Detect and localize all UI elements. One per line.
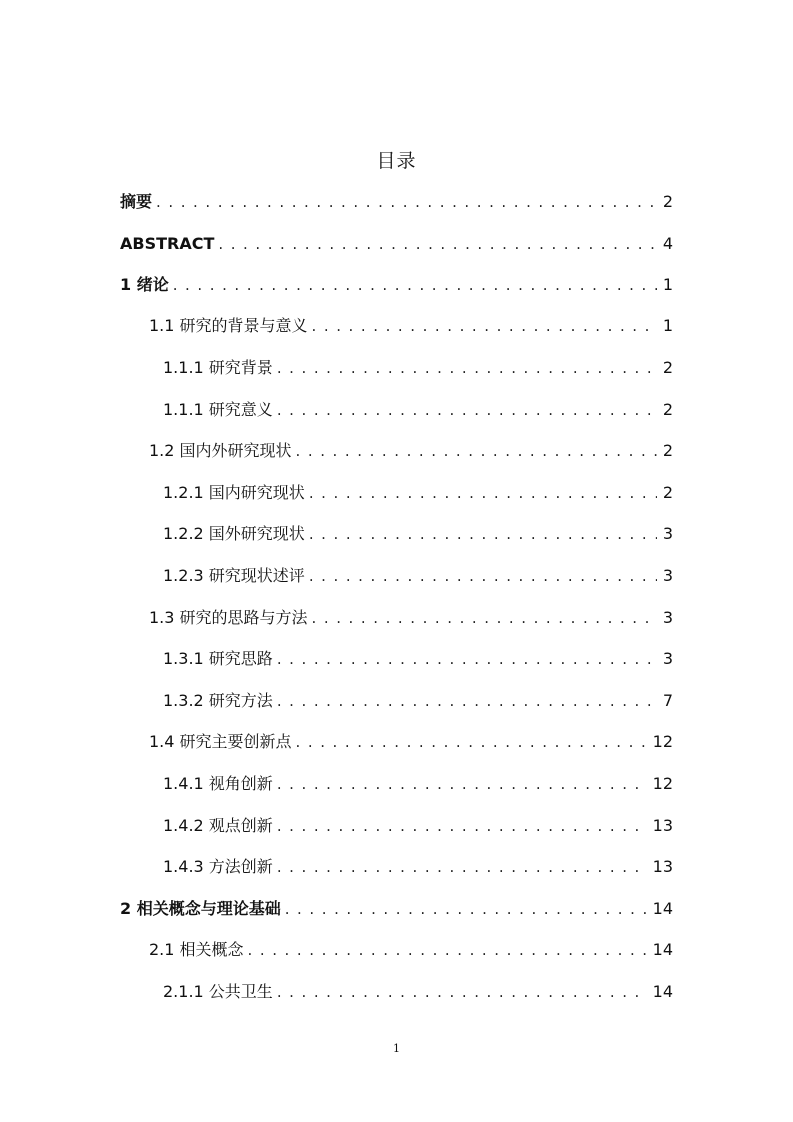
- toc-entry-page: 2: [662, 441, 673, 460]
- dot-leader: [277, 400, 657, 420]
- toc-entry-page: 13: [652, 816, 673, 835]
- toc-entry-label: 1.3 研究的思路与方法: [149, 608, 308, 627]
- toc-entry-label: 1.1.1 研究意义: [163, 400, 273, 419]
- toc-entry-label: 2.1.1 公共卫生: [163, 982, 273, 1001]
- toc-entry[interactable]: [163, 847, 673, 877]
- toc-entry-label: 1.2.1 国内研究现状: [163, 483, 305, 502]
- toc-entry[interactable]: [149, 306, 673, 336]
- toc-entry-page: 2: [662, 483, 673, 502]
- dot-leader: [218, 234, 656, 254]
- toc-entry-page: 2: [662, 358, 673, 377]
- toc-entry[interactable]: [120, 265, 673, 295]
- toc-title: 目录: [376, 150, 417, 172]
- toc-entry-label: ABSTRACT: [120, 234, 215, 253]
- toc-entry-label: 1.4.1 视角创新: [163, 774, 273, 793]
- dot-leader: [309, 524, 657, 544]
- dot-leader: [296, 441, 657, 461]
- toc-entry[interactable]: [163, 681, 673, 711]
- toc-entry-label: 摘要: [120, 192, 153, 211]
- toc-entry-label: 1.2 国内外研究现状: [149, 441, 292, 460]
- toc-entry[interactable]: [149, 930, 673, 960]
- toc-entry-page: 2: [662, 192, 673, 211]
- toc-entry-page: 4: [662, 234, 673, 253]
- dot-leader: [248, 940, 647, 960]
- toc-entry[interactable]: [163, 639, 673, 669]
- toc-entry[interactable]: [120, 182, 673, 212]
- toc-entry[interactable]: [163, 390, 673, 420]
- toc-entry[interactable]: [163, 764, 673, 794]
- toc-entry-page: 14: [652, 899, 673, 918]
- dot-leader: [312, 316, 657, 336]
- toc-entry-label: 1.3.2 研究方法: [163, 691, 273, 710]
- toc-entry-page: 12: [652, 774, 673, 793]
- toc-entry-label: 1.4.2 观点创新: [163, 816, 273, 835]
- dot-leader: [309, 566, 657, 586]
- toc-entry-page: 14: [652, 940, 673, 959]
- toc-entry[interactable]: [120, 224, 673, 254]
- toc-entry[interactable]: [163, 473, 673, 503]
- dot-leader: [277, 358, 657, 378]
- dot-leader: [277, 774, 647, 794]
- dot-leader: [277, 816, 647, 836]
- dot-leader: [296, 732, 647, 752]
- toc-entry[interactable]: [163, 556, 673, 586]
- toc-entry-label: 1.2.2 国外研究现状: [163, 524, 305, 543]
- toc-entry-page: 1: [662, 316, 673, 335]
- toc-entry-page: 3: [662, 566, 673, 585]
- toc-entry-page: 12: [652, 732, 673, 751]
- toc-entry[interactable]: [149, 722, 673, 752]
- dot-leader: [173, 275, 657, 295]
- toc-entry[interactable]: [149, 598, 673, 628]
- toc-entry-label: 1.2.3 研究现状述评: [163, 566, 305, 585]
- toc-entry-page: 3: [662, 649, 673, 668]
- toc-entry-page: 13: [652, 857, 673, 876]
- toc-entry-label: 1 绪论: [120, 275, 169, 294]
- toc-entry[interactable]: [163, 806, 673, 836]
- toc-entry-label: 2 相关概念与理论基础: [120, 899, 281, 918]
- toc-entry[interactable]: [149, 431, 673, 461]
- toc-entry-page: 7: [662, 691, 673, 710]
- toc-entry-label: 1.3.1 研究思路: [163, 649, 273, 668]
- dot-leader: [309, 483, 657, 503]
- toc-entry[interactable]: [120, 889, 673, 919]
- toc-entry-label: 1.1 研究的背景与意义: [149, 316, 308, 335]
- dot-leader: [277, 982, 647, 1002]
- toc-entry[interactable]: [163, 514, 673, 544]
- toc-entry-label: 1.1.1 研究背景: [163, 358, 273, 377]
- dot-leader: [156, 192, 657, 212]
- dot-leader: [277, 649, 657, 669]
- toc-entry[interactable]: [163, 348, 673, 378]
- dot-leader: [277, 857, 647, 877]
- footer-page-number: 1: [393, 1042, 400, 1055]
- toc-entry-label: 1.4.3 方法创新: [163, 857, 273, 876]
- toc-entry-label: 2.1 相关概念: [149, 940, 244, 959]
- dot-leader: [285, 899, 647, 919]
- toc-entry-label: 1.4 研究主要创新点: [149, 732, 292, 751]
- toc-entry[interactable]: [163, 972, 673, 1002]
- toc-entry-page: 3: [662, 524, 673, 543]
- toc-entry-page: 1: [662, 275, 673, 294]
- dot-leader: [312, 608, 657, 628]
- toc-entry-page: 14: [652, 982, 673, 1001]
- dot-leader: [277, 691, 657, 711]
- toc-entry-page: 2: [662, 400, 673, 419]
- toc-entry-page: 3: [662, 608, 673, 627]
